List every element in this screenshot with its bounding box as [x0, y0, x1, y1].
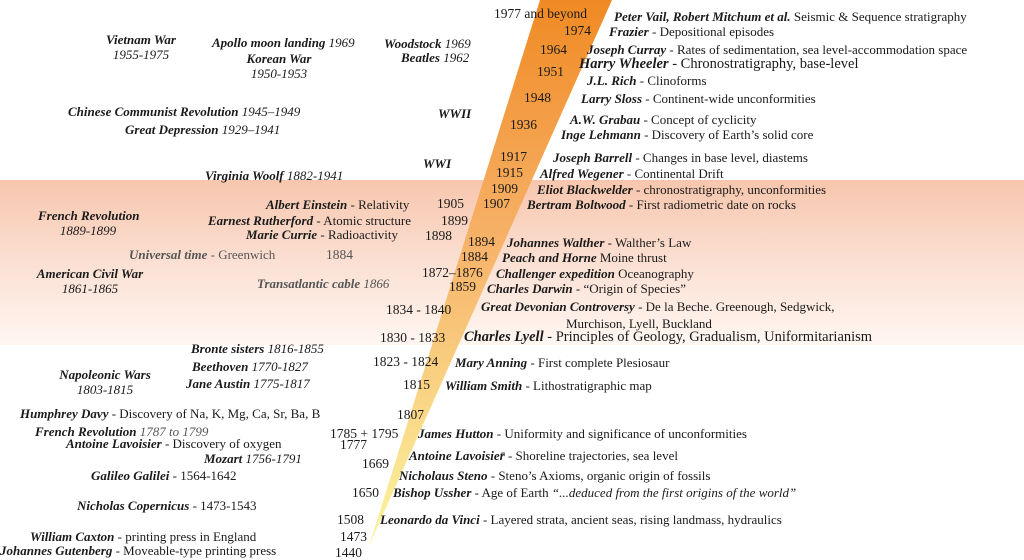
history-davy: Humphrey Davy - Discovery of Na, K, Mg, Ca, Sr, Ba, B [20, 406, 321, 421]
year-label: 1964 [540, 42, 567, 57]
history-woolf: Virginia Woolf 1882-1941 [205, 168, 344, 183]
year-label: 1951 [537, 64, 564, 79]
history-wwii: WWII [438, 106, 472, 121]
geo-entry-curray: Joseph Curray - Rates of sedimentation, sea level-accommodation space [587, 42, 968, 57]
history-napoleonic-wars: Napoleonic Wars 1803-1815 [59, 367, 151, 397]
geo-entry-wheeler: Harry Wheeler - Chronostratigraphy, base-level [579, 56, 859, 72]
geo-entry-blackwelder: Eliot Blackwelder - chronostratigraphy, unconformities [537, 182, 827, 197]
history-rutherford: Earnest Rutherford - Atomic structure [208, 213, 411, 228]
year-label: 1936 [510, 117, 537, 132]
history-einstein: Albert Einstein - Relativity [266, 197, 410, 212]
geo-entry-lehmann: Inge Lehmann - Discovery of Earth’s solid core [561, 127, 814, 142]
year-label: 1777 [340, 437, 367, 452]
geo-entry-darwin: Charles Darwin - “Origin of Species” [487, 281, 686, 296]
history-korea: Korean War 1950-1953 [246, 51, 312, 81]
geo-entry-devonian: Great Devonian Controversy - De la Beche. Greenough, Sedgwick, [481, 299, 835, 314]
year-label: 1974 [564, 23, 591, 38]
history-beatles: Beatles 1962 [401, 50, 470, 65]
history-universal-time: Universal time - Greenwich [129, 247, 276, 262]
geo-entry-boltwood: Bertram Boltwood - First radiometric date on rocks [527, 197, 797, 212]
year-label: 1508 [337, 512, 364, 527]
year-label: 1917 [500, 149, 527, 164]
geo-entry-vail: Peter Vail, Robert Mitchum et al. Seismic & Sequence stratigraphy [614, 9, 967, 24]
year-label: 1815 [403, 377, 430, 392]
history-french-revolution-2: French Revolution 1787 to 1799 [35, 424, 209, 439]
year-label: 1834 - 1840 [386, 302, 452, 317]
year-label: 1785 + 1795 [330, 426, 399, 441]
year-label: 1948 [524, 90, 551, 105]
history-chinese-revolution: Chinese Communist Revolution 1945–1949 [68, 104, 301, 119]
geo-entry-peach: Peach and Horne Moine thrust [502, 250, 667, 265]
history-transatlantic-cable: Transatlantic cable 1866 [257, 276, 390, 291]
history-curie: Marie Currie - Radioactivity [246, 227, 399, 242]
geo-entry-sloss: Larry Sloss - Continent-wide unconformities [581, 91, 816, 106]
geo-entry-ussher: Bishop Ussher - Age of Earth “...deduced from the first origins of the world” [393, 485, 797, 500]
year-label: 1807 [397, 407, 424, 422]
geo-entry-lavoisier: Antoine Lavoisier̄ - Shoreline trajectories, sea level [409, 448, 678, 463]
geo-entry-davinci: Leonardo da Vinci - Layered strata, ancient seas, rising landmass, hydraulics [380, 512, 782, 527]
geo-entry-hutton: James Hutton - Uniformity and significance of unconformities [418, 426, 747, 441]
geo-entry-smith: William Smith - Lithostratigraphic map [445, 378, 652, 393]
history-copernicus: Nicholas Copernicus - 1473-1543 [77, 498, 257, 513]
history-austin: Jane Austin 1775-1817 [186, 376, 310, 391]
geo-entry-grabau: A.W. Grabau - Concept of cyclicity [570, 112, 757, 127]
year-label: 1823 - 1824 [373, 354, 439, 369]
year-label: 1915 [496, 165, 523, 180]
year-label: 1977 and beyond [494, 6, 587, 21]
geo-entry-steno: Nicholaus Steno - Steno’s Axioms, organic origin of fossils [399, 468, 711, 483]
geo-entry-barrell: Joseph Barrell - Changes in base level, diastems [553, 150, 808, 165]
history-beethoven: Beethoven 1770-1827 [192, 359, 308, 374]
year-label: 1440 [335, 545, 362, 560]
year-label: 1859 [449, 279, 476, 294]
history-apollo: Apollo moon landing 1969 [212, 35, 355, 50]
year-label: 1884 [461, 249, 488, 264]
geo-entry-rich: J.L. Rich - Clinoforms [587, 73, 707, 88]
year-label: 1905 [437, 196, 464, 211]
history-great-depression: Great Depression 1929–1941 [125, 122, 281, 137]
year-label: 1884 [326, 247, 353, 262]
year-label: 1899 [441, 213, 468, 228]
year-label: 1909 [491, 181, 518, 196]
year-label: 1872–1876 [422, 265, 483, 280]
history-mozart: Mozart 1756-1791 [204, 451, 302, 466]
history-bronte: Bronte sisters 1816-1855 [191, 341, 324, 356]
geo-entry-anning: Mary Anning - First complete Plesiosaur [455, 355, 670, 370]
year-label: 1907 [483, 196, 510, 211]
history-lavoisier: Antoine Lavoisier - Discovery of oxygen [66, 436, 282, 451]
history-civil-war: American Civil War 1861-1865 [36, 266, 144, 296]
year-label: 1898 [425, 228, 452, 243]
history-french-revolution: French Revolution 1889-1899 [38, 208, 140, 238]
year-label: 1894 [468, 234, 495, 249]
geo-entry-devonian-cont: Murchison, Lyell, Buckland [566, 316, 712, 331]
geo-entry-wegener: Alfred Wegener - Continental Drift [540, 166, 724, 181]
history-wwi: WWI [423, 156, 452, 171]
history-vietnam: Vietnam War 1955-1975 [106, 32, 176, 62]
geo-entry-frazier: Frazier - Depositional episodes [609, 24, 775, 39]
year-label: 1650 [352, 485, 379, 500]
year-label: 1830 - 1833 [380, 330, 446, 345]
geo-entry-walther: Johannes Walther - Walther’s Law [507, 235, 692, 250]
history-gutenberg: Johannes Gutenberg - Moveable-type printing press [0, 543, 277, 558]
year-label: 1669 [362, 456, 389, 471]
geo-entry-lyell: Charles Lyell - Principles of Geology, Gradualism, Uniformitarianism [464, 329, 873, 345]
history-galileo: Galileo Galilei - 1564-1642 [91, 468, 237, 483]
history-caxton: William Caxton - printing press in England [30, 529, 257, 544]
history-woodstock: Woodstock 1969 [384, 36, 471, 51]
year-label: 1473 [340, 529, 367, 544]
geo-entry-challenger: Challenger expedition Oceanography [496, 266, 694, 281]
